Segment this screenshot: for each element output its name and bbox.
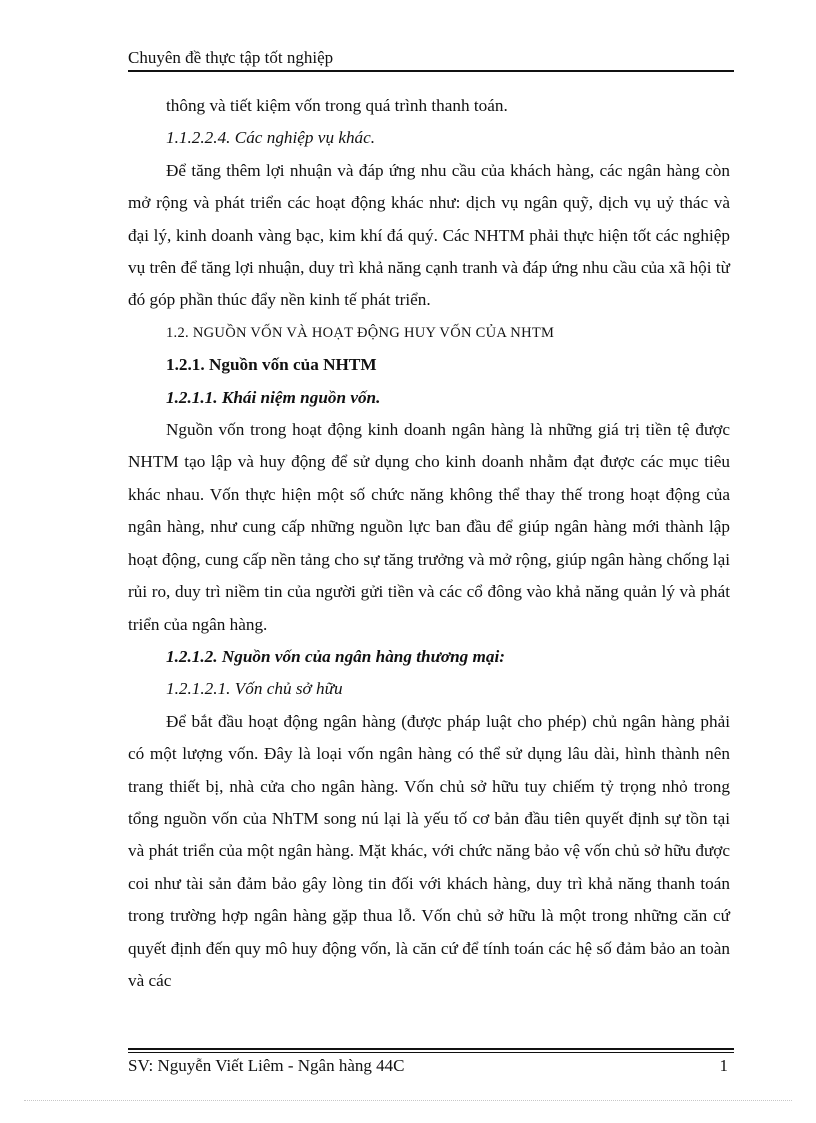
continuation-line: thông và tiết kiệm vốn trong quá trình thanh toán. — [166, 96, 508, 115]
heading-1-2-1-2: 1.2.1.2. Nguồn vốn của ngân hàng thương mại: — [166, 646, 505, 666]
paragraph-capital-concept: Nguồn vốn trong hoạt động kinh doanh ngân hàng là những giá trị tiền tệ được NHTM tạo lập và huy động để sử dụng cho kinh doanh nhằm đạt được các mục tiêu khác nhau. Vốn thực hiện một số chức năng không thể thay thế trong hoạt động của ngân hàng, như cung cấp những nguồn lực ban đầu để giúp ngân hàng mới thành lập hoạt động, cung cấp nền tảng cho sự tăng trưởng và mở rộng, giúp ngân hàng chống lại rủi ro, duy trì niềm tin của người gửi tiền và các cổ đông vào khả năng quản lý và phát triển của ngân hàng. — [128, 420, 730, 634]
page-header: Chuyên đề thực tập tốt nghiệp — [128, 48, 334, 67]
footer-author: SV: Nguyễn Viết Liêm - Ngân hàng 44C — [128, 1056, 405, 1075]
paragraph-owner-equity: Để bắt đầu hoạt động ngân hàng (được pháp luật cho phép) chủ ngân hàng phải có một lượng vốn. Đây là loại vốn ngân hàng có thể sử dụng lâu dài, hình thành nên trang thiết bị, nhà cửa cho ngân hàng. Vốn chủ sở hữu tuy chiếm tỷ trọng nhỏ trong tổng nguồn vốn của NhTM song nú lại là yếu tố cơ bản đầu tiên quyết định sự tồn tại và phát triển của một ngân hàng. Mặt khác, với chức năng bảo vệ vốn chủ sở hữu được coi như tài sản đảm bảo gây lòng tin đối với khách hàng, duy trì khả năng thanh toán trong trường hợp ngân hàng gặp thua lỗ. Vốn chủ sở hữu là một trong những căn cứ quyết định đến quy mô huy động vốn, là căn cứ để tính toán các hệ số đảm bảo an toàn và các — [128, 711, 730, 990]
heading-1-2: 1.2. NGUỒN VỐN VÀ HOẠT ĐỘNG HUY VỐN CỦA NHTM — [166, 324, 555, 341]
header-divider — [128, 70, 734, 72]
heading-1-2-1: 1.2.1. Nguồn vốn của NHTM — [166, 355, 377, 375]
footer-divider — [128, 1048, 734, 1050]
heading-1-1-2-2-4: 1.1.2.2.4. Các nghiệp vụ khác. — [166, 128, 376, 148]
document-body — [128, 90, 730, 997]
heading-1-2-1-1: 1.2.1.1. Khái niệm nguồn vốn. — [166, 387, 381, 407]
paragraph-other-services: Để tăng thêm lợi nhuận và đáp ứng nhu cầu của khách hàng, các ngân hàng còn mở rộng và phát triển các hoạt động khác như: dịch vụ ngân quỹ, dịch vụ uỷ thác và đại lý, kinh doanh vàng bạc, kim khí đá quý. Các NHTM phải thực hiện tốt các nghiệp vụ trên để tăng lợi nhuận, duy trì khả năng cạnh tranh và đáp ứng nhu cầu của xã hội từ đó góp phần thúc đẩy nền kinh tế phát triển. — [128, 160, 730, 310]
heading-1-2-1-2-1: 1.2.1.2.1. Vốn chủ sở hữu — [166, 679, 343, 699]
page-bottom-border — [24, 1100, 792, 1101]
page-number: 1 — [719, 1056, 728, 1075]
footer-divider-thin — [128, 1052, 734, 1053]
